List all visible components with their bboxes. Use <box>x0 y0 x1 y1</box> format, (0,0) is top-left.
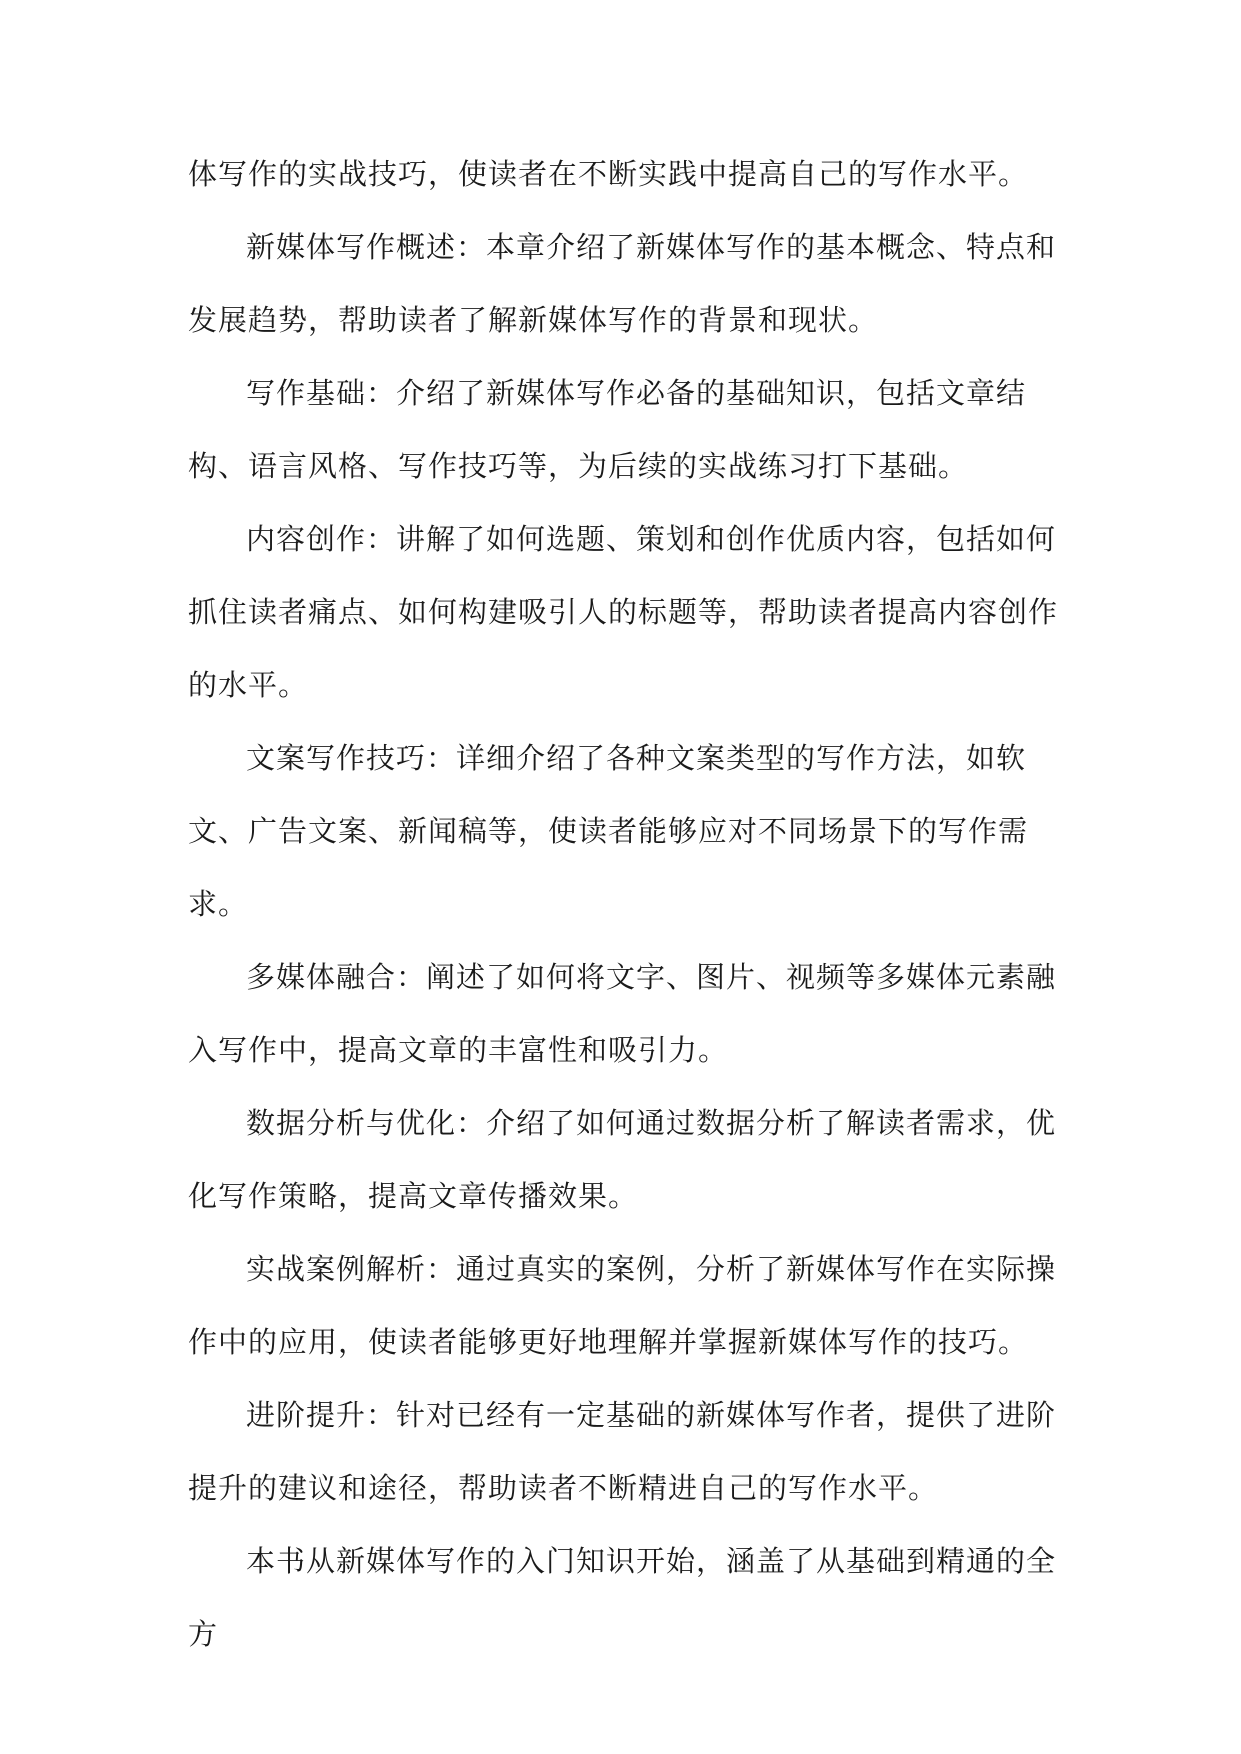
paragraph-data-analysis: 数据分析与优化：介绍了如何通过数据分析了解读者需求，优化写作策略，提高文章传播效果。 <box>188 1106 1057 1213</box>
paragraph-summary: 本书从新媒体写作的入门知识开始，涵盖了从基础到精通的全方 <box>188 1544 1057 1651</box>
paragraph-multimedia: 多媒体融合：阐述了如何将文字、图片、视频等多媒体元素融入写作中，提高文章的丰富性和吸引力。 <box>188 960 1057 1067</box>
paragraph-continued: 体写作的实战技巧，使读者在不断实践中提高自己的写作水平。 <box>188 157 1029 191</box>
paragraph-copywriting: 文案写作技巧：详细介绍了各种文案类型的写作方法，如软文、广告文案、新闻稿等，使读者能够应对不同场景下的写作需求。 <box>188 741 1029 921</box>
body-text <box>188 138 1068 1671</box>
paragraph-content-creation: 内容创作：讲解了如何选题、策划和创作优质内容，包括如何抓住读者痛点、如何构建吸引人的标题等，帮助读者提高内容创作的水平。 <box>188 522 1059 702</box>
paragraph-case-study: 实战案例解析：通过真实的案例，分析了新媒体写作在实际操作中的应用，使读者能够更好地理解并掌握新媒体写作的技巧。 <box>188 1252 1057 1359</box>
paragraph-advanced: 进阶提升：针对已经有一定基础的新媒体写作者，提供了进阶提升的建议和途径，帮助读者不断精进自己的写作水平。 <box>188 1398 1057 1505</box>
paragraph-overview: 新媒体写作概述：本章介绍了新媒体写作的基本概念、特点和发展趋势，帮助读者了解新媒体写作的背景和现状。 <box>188 230 1057 337</box>
paragraph-basics: 写作基础：介绍了新媒体写作必备的基础知识，包括文章结构、语言风格、写作技巧等，为后续的实战练习打下基础。 <box>188 376 1027 483</box>
